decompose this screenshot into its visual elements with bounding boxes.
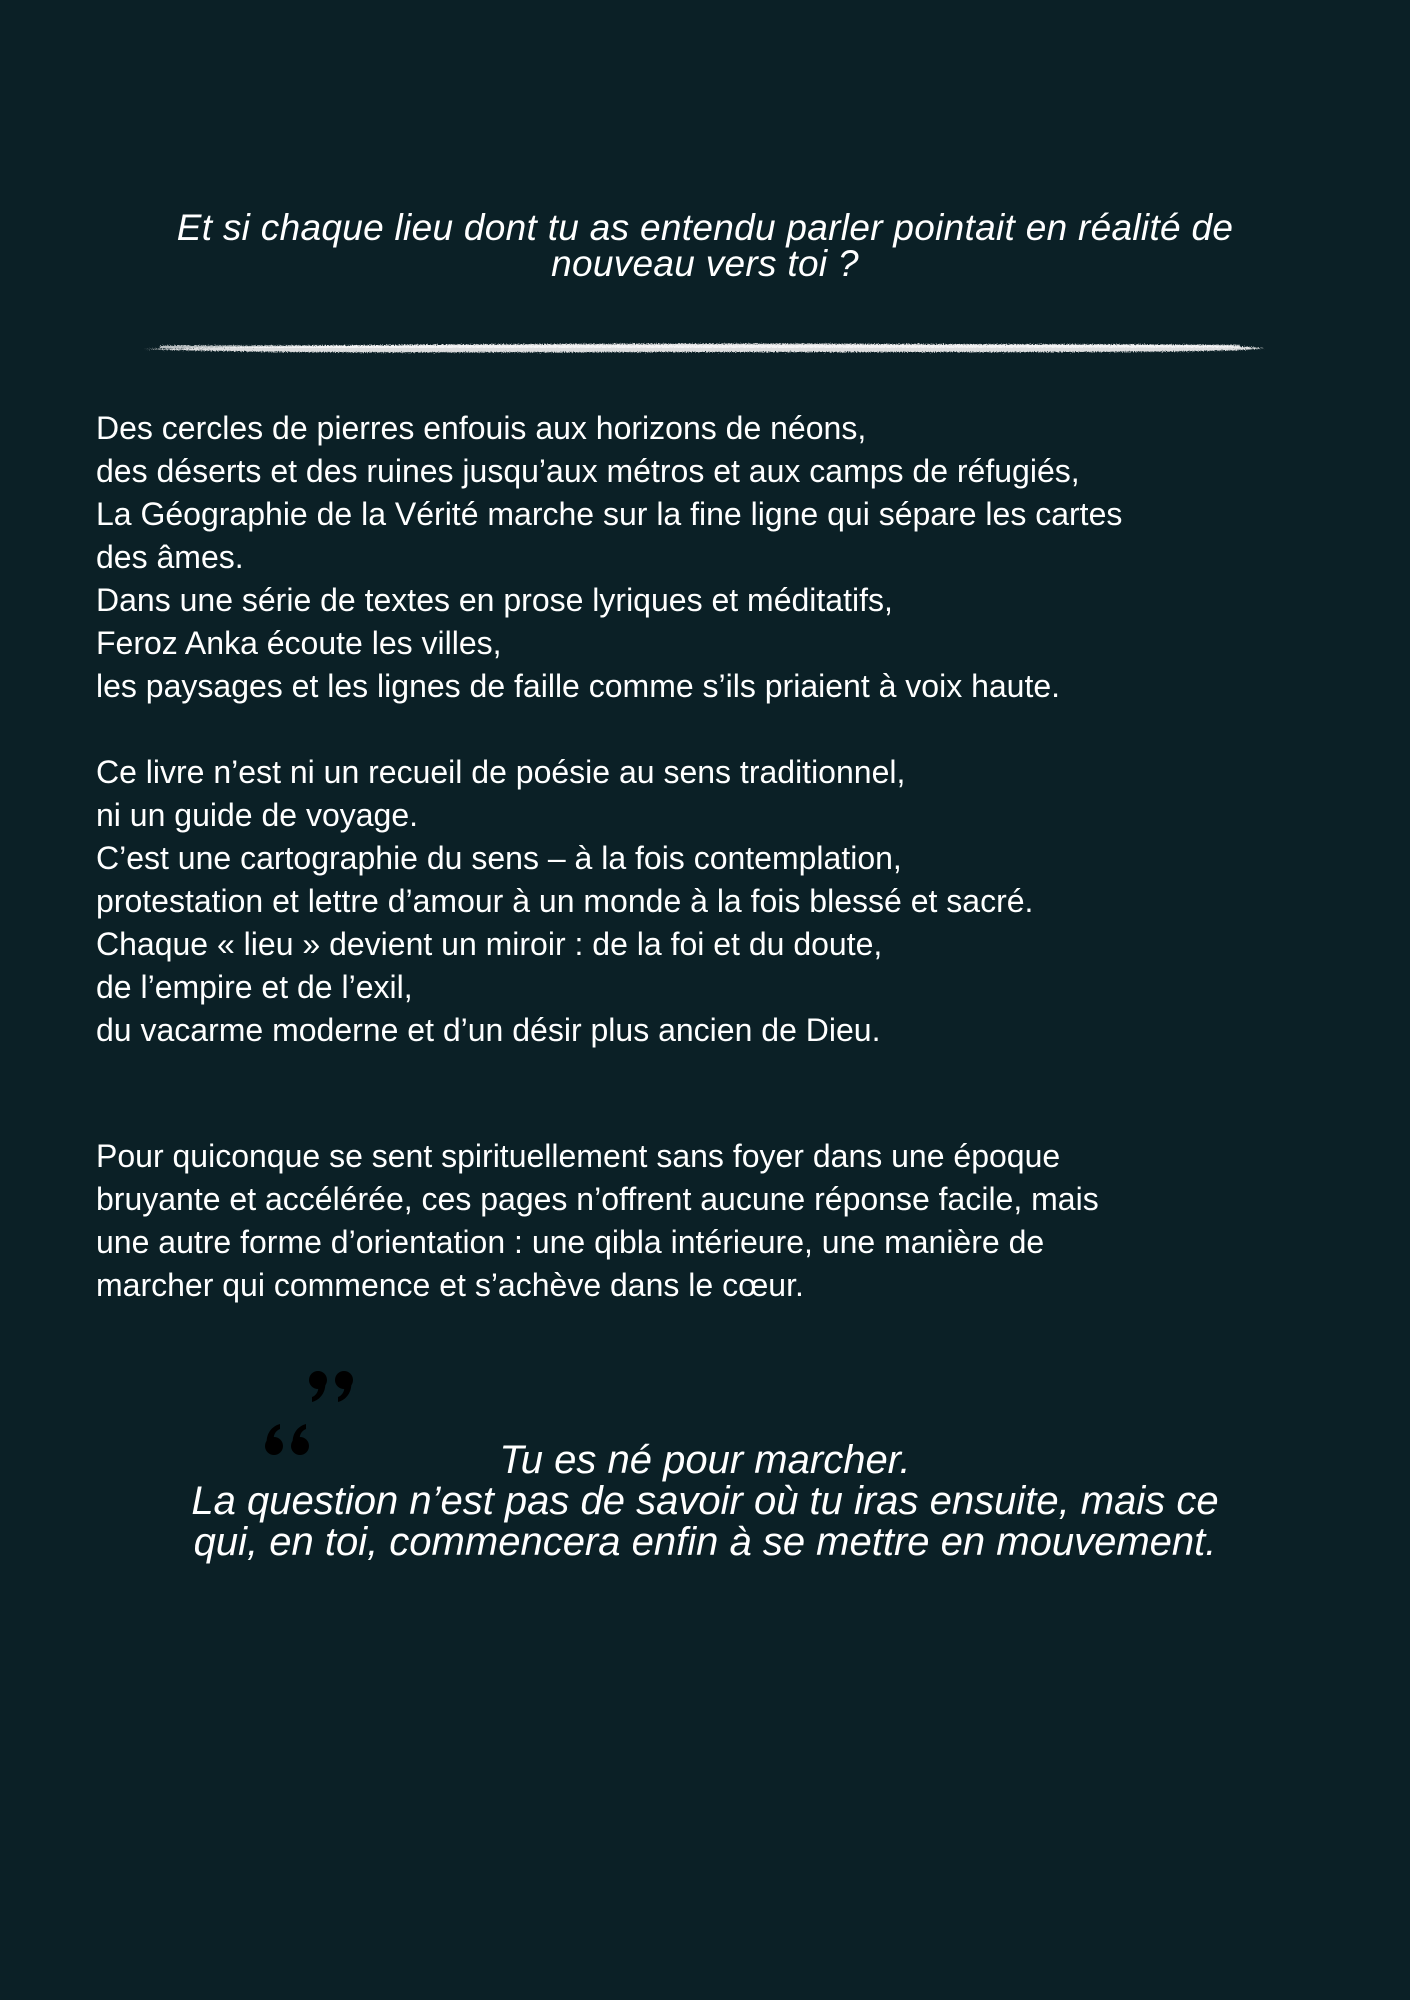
quote-line: Tu es né pour marcher. bbox=[499, 1438, 911, 1482]
paragraph-line: La Géographie de la Vérité marche sur la fine ligne qui sépare les cartes bbox=[96, 496, 1123, 532]
paragraph-line: Feroz Anka écoute les villes, bbox=[96, 625, 502, 661]
paragraph-line: Ce livre n’est ni un recueil de poésie au sens traditionnel, bbox=[96, 754, 906, 790]
paragraph-line: des âmes. bbox=[96, 539, 244, 575]
paragraph-line: une autre forme d’orientation : une qibla intérieure, une manière de bbox=[96, 1224, 1045, 1260]
paragraph-line: du vacarme moderne et d’un désir plus ancien de Dieu. bbox=[96, 1012, 881, 1048]
paragraph-line: ni un guide de voyage. bbox=[96, 797, 419, 833]
chalk-line-divider bbox=[140, 330, 1270, 360]
paragraph-line: Des cercles de pierres enfouis aux horizons de néons, bbox=[96, 410, 867, 446]
paragraph-line: bruyante et accélérée, ces pages n’offrent aucune réponse facile, mais bbox=[96, 1181, 1099, 1217]
paragraph-line: protestation et lettre d’amour à un monde à la fois blessé et sacré. bbox=[96, 883, 1034, 919]
paragraph-line: les paysages et les lignes de faille comme s’ils priaient à voix haute. bbox=[96, 668, 1061, 704]
description-paragraph-3 bbox=[96, 1135, 1336, 1307]
description-paragraph-2 bbox=[96, 751, 1336, 1052]
paragraph-line: Chaque « lieu » devient un miroir : de la foi et du doute, bbox=[96, 926, 883, 962]
paragraph-line: C’est une cartographie du sens – à la fois contemplation, bbox=[96, 840, 902, 876]
closing-quote bbox=[96, 1440, 1314, 1563]
tagline-line: Et si chaque lieu dont tu as entendu parler pointait en réalité de bbox=[176, 207, 1234, 248]
tagline-line: nouveau vers toi ? bbox=[551, 243, 859, 284]
paragraph-line: Dans une série de textes en prose lyriques et méditatifs, bbox=[96, 582, 893, 618]
tagline bbox=[96, 207, 1314, 284]
quote-line: qui, en toi, commencera enfin à se mettre en mouvement. bbox=[193, 1520, 1217, 1564]
paragraph-line: des déserts et des ruines jusqu’aux métros et aux camps de réfugiés, bbox=[96, 453, 1080, 489]
quote-line: La question n’est pas de savoir où tu iras ensuite, mais ce bbox=[191, 1479, 1219, 1523]
paragraph-line: de l’empire et de l’exil, bbox=[96, 969, 413, 1005]
paragraph-line: marcher qui commence et s’achève dans le cœur. bbox=[96, 1267, 804, 1303]
paragraph-line: Pour quiconque se sent spirituellement sans foyer dans une époque bbox=[96, 1138, 1061, 1174]
description-paragraph-1 bbox=[96, 407, 1336, 708]
